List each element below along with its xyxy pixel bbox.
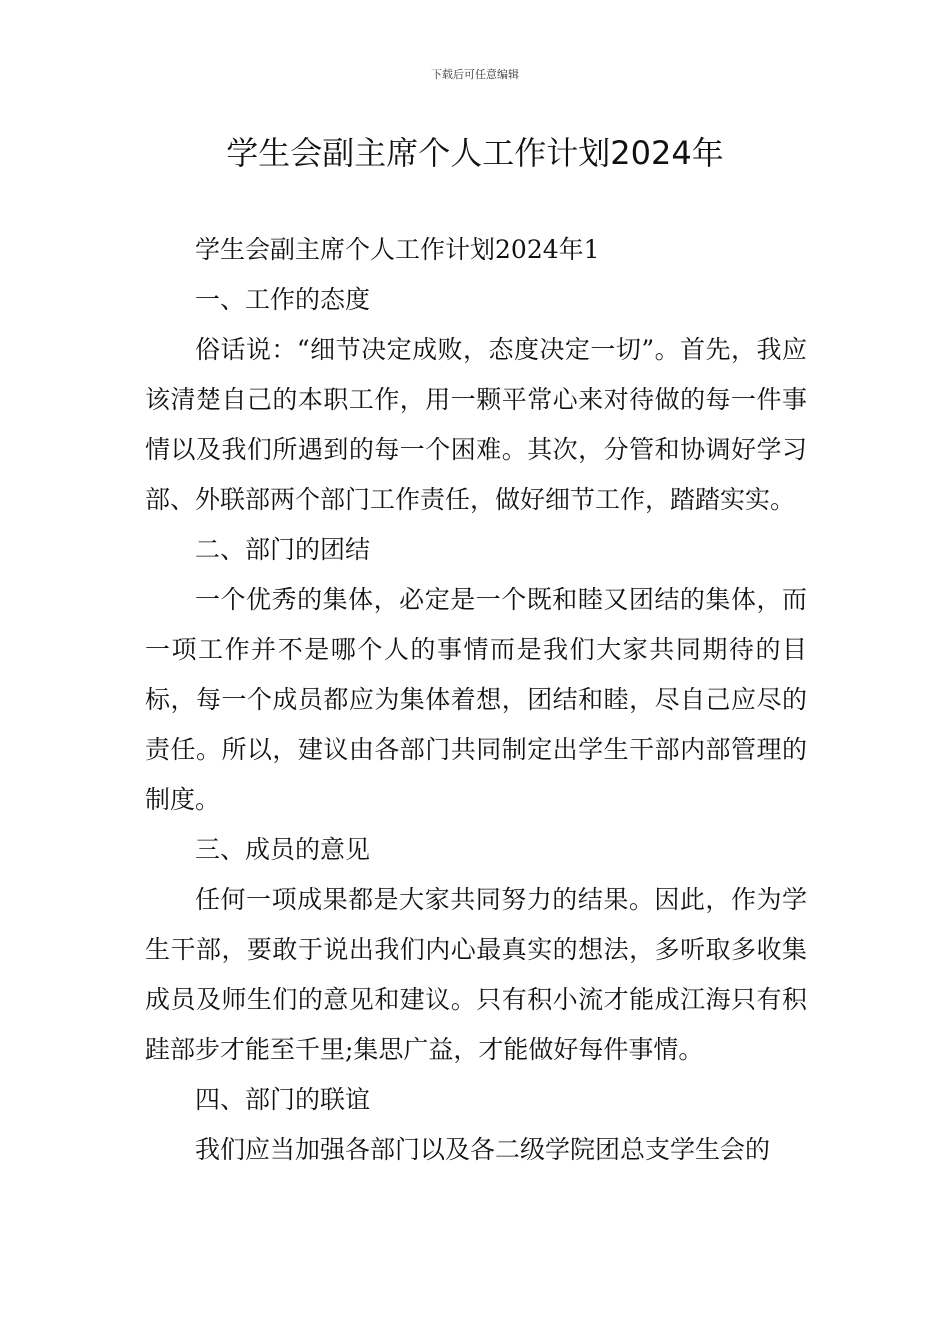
body-paragraph-3: 任何一项成果都是大家共同努力的结果。因此，作为学生干部，要敢于说出我们内心最真实的想法，多听取多收集成员及师生们的意见和建议。只有积小流才能成江海只有积跬部步才能至千里;集思广益，才能做好每件事情。 [145, 885, 807, 1064]
section-heading-2: 二、部门的团结 [195, 535, 371, 564]
document-title: 学生会副主席个人工作计划2024年 [226, 134, 724, 172]
section-heading-4: 四、部门的联谊 [195, 1085, 371, 1114]
header-note: 下载后可任意编辑 [431, 68, 519, 81]
body-paragraph-2: 一个优秀的集体，必定是一个既和睦又团结的集体，而一项工作并不是哪个人的事情而是我们大家共同期待的目标，每一个成员都应为集体着想，团结和睦，尽自己应尽的责任。所以，建议由各部门共同制定出学生干部内部管理的制度。 [145, 585, 807, 814]
subtitle-paragraph: 学生会副主席个人工作计划2024年1 [195, 235, 600, 264]
document-body [145, 225, 807, 1175]
section-heading-3: 三、成员的意见 [195, 835, 371, 864]
body-paragraph-4: 我们应当加强各部门以及各二级学院团总支学生会的 [195, 1135, 771, 1164]
section-heading-1: 一、工作的态度 [195, 285, 371, 314]
body-paragraph-1: 俗话说：“细节决定成败，态度决定一切”。首先，我应该清楚自己的本职工作，用一颗平常心来对待做的每一件事情以及我们所遇到的每一个困难。其次，分管和协调好学习部、外联部两个部门工作责任，做好细节工作，踏踏实实。 [145, 335, 807, 514]
